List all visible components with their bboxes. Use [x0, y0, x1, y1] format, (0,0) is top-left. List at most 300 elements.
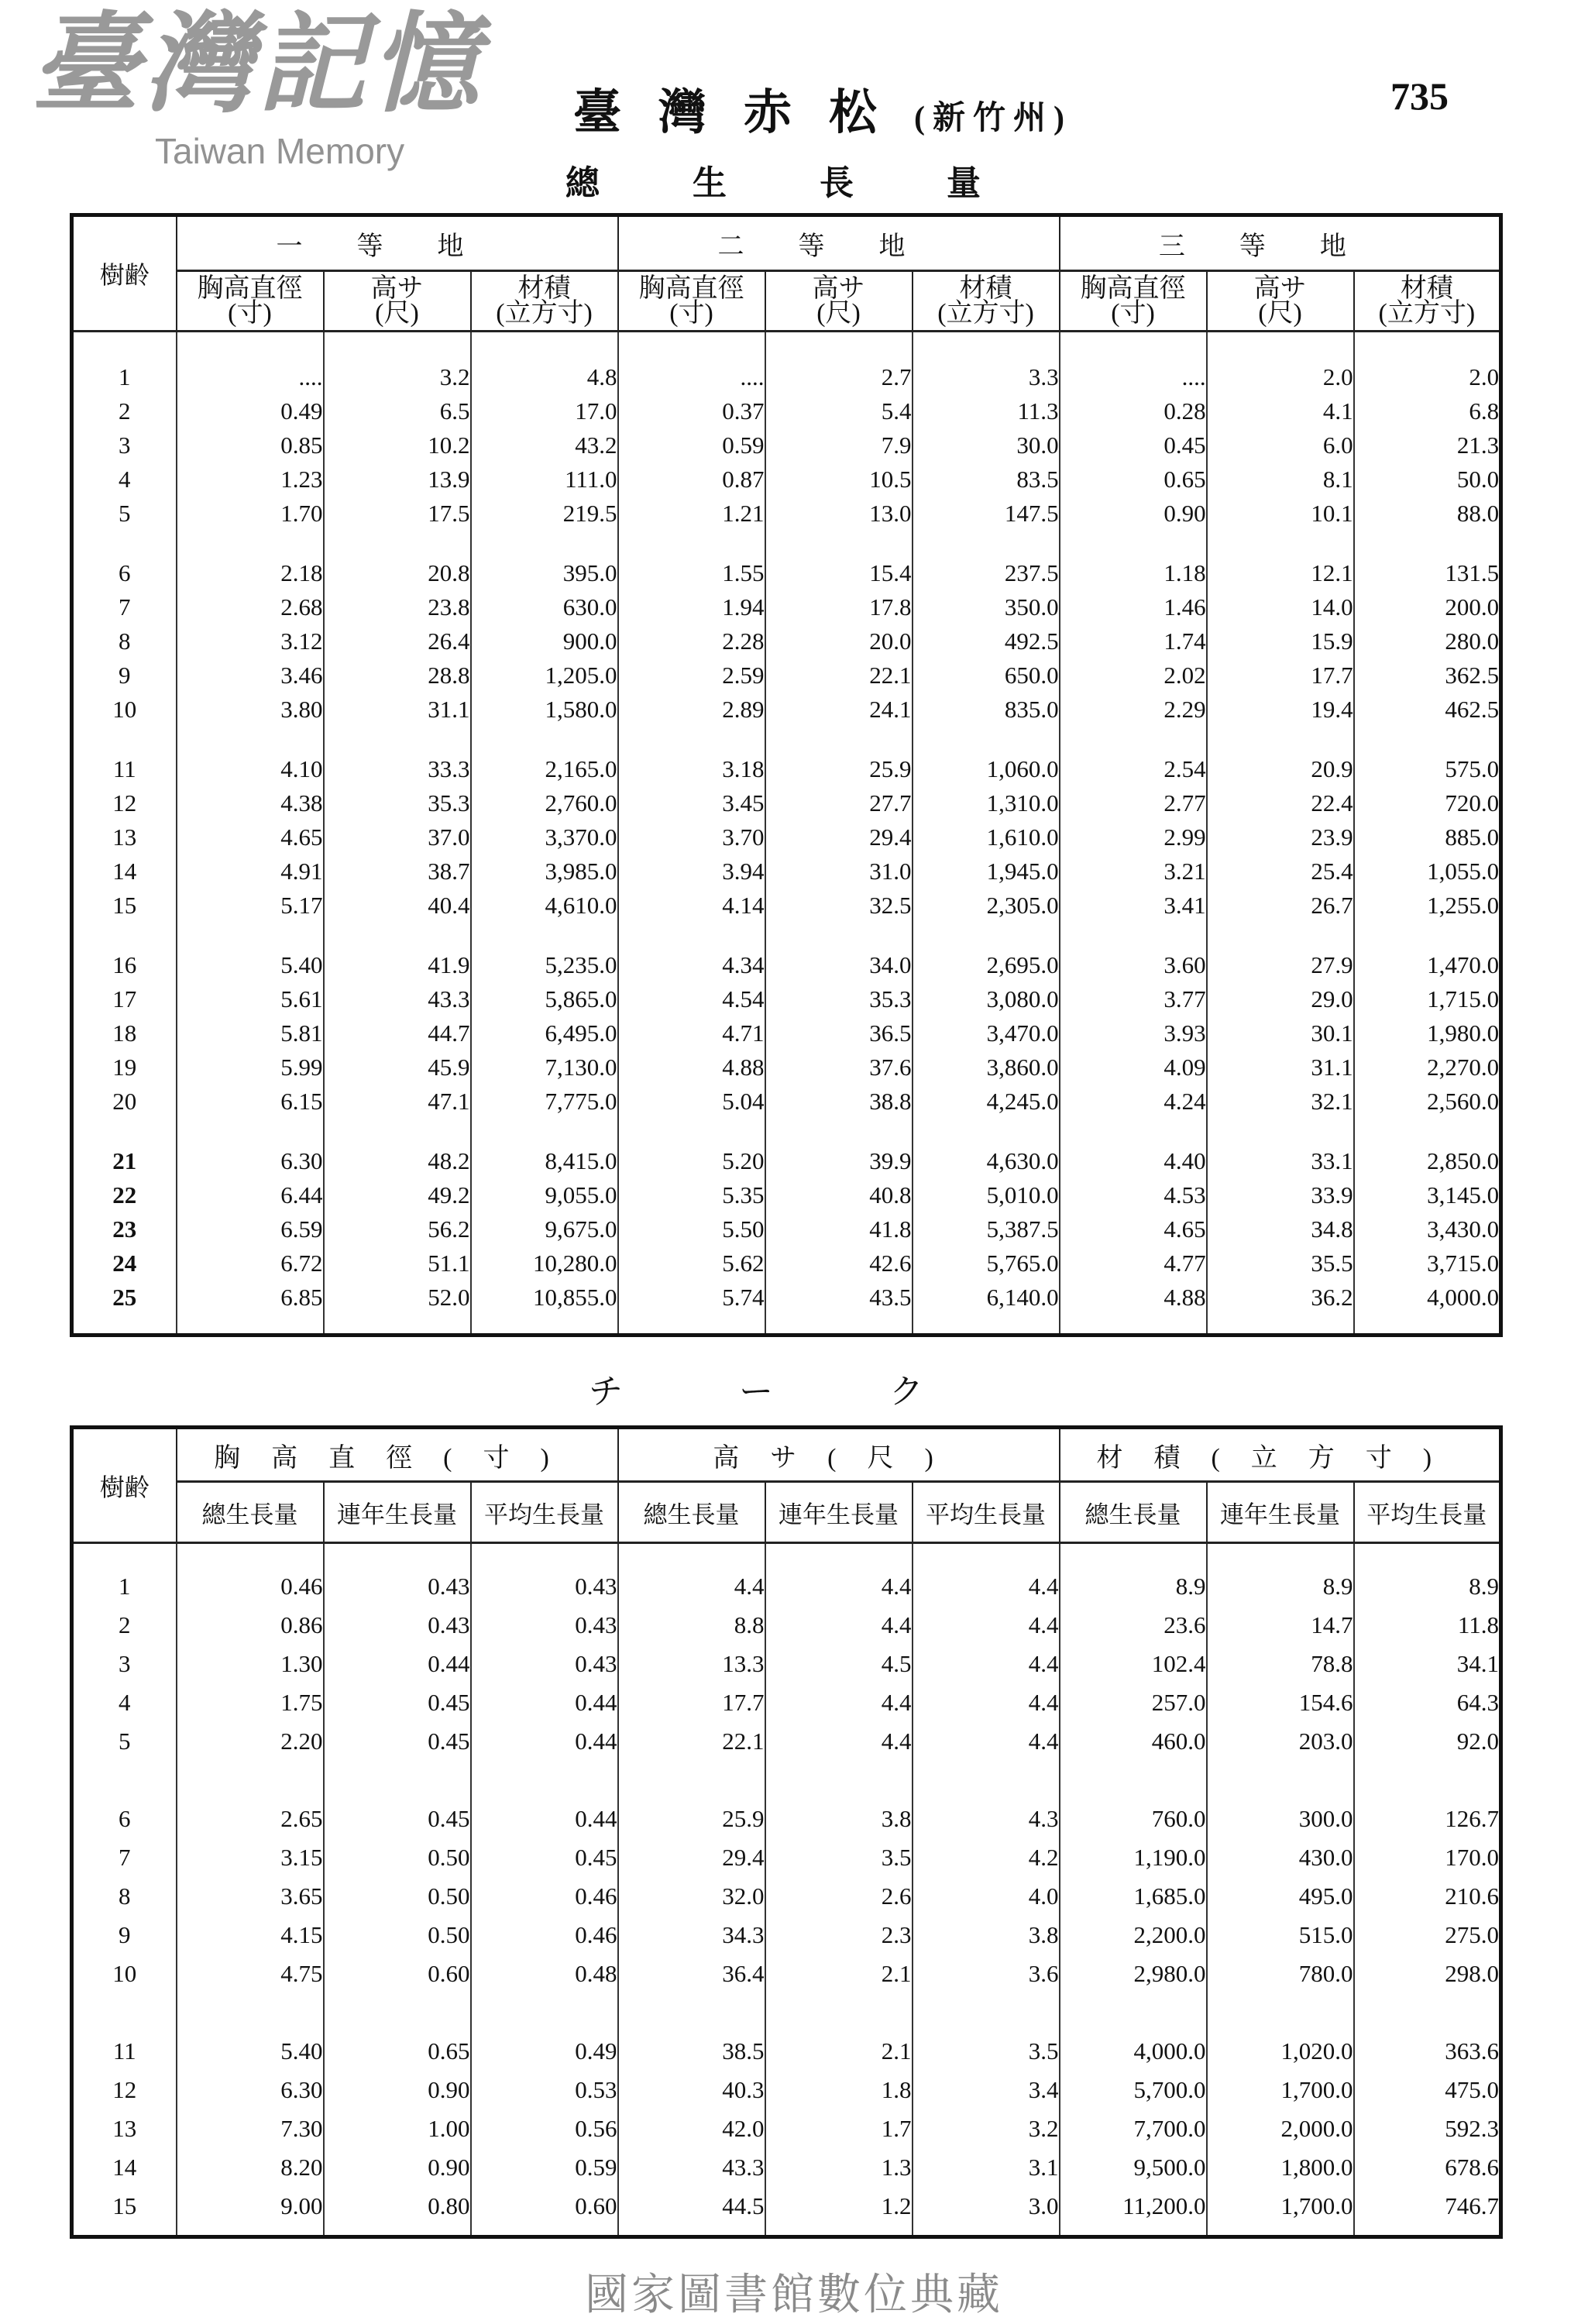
spacer-cell	[324, 1119, 471, 1144]
value-cell: 300.0	[1207, 1800, 1354, 1838]
spacer-cell	[471, 1315, 618, 1336]
value-cell: 17.7	[618, 1683, 765, 1722]
value-cell: 1.21	[618, 497, 765, 531]
value-cell: 29.4	[618, 1838, 765, 1877]
value-cell: 36.2	[1207, 1281, 1354, 1315]
value-cell: 45.9	[324, 1050, 471, 1085]
value-cell: 37.0	[324, 820, 471, 854]
column-header: 平均生長量	[471, 1482, 618, 1543]
table-row	[72, 1016, 1501, 1050]
value-cell: 0.43	[471, 1567, 618, 1606]
spacer-row	[72, 1543, 1501, 1568]
table-row	[72, 1916, 1501, 1954]
column-header	[1207, 271, 1354, 332]
column-header-name: 高サ	[370, 273, 424, 303]
value-cell: 5,765.0	[913, 1246, 1060, 1281]
column-header: 總生長量	[177, 1482, 324, 1543]
spacer-cell	[324, 727, 471, 752]
value-cell: 23.8	[324, 590, 471, 624]
value-cell: 4,245.0	[913, 1085, 1060, 1119]
spacer-cell	[1207, 1119, 1354, 1144]
value-cell: 1.94	[618, 590, 765, 624]
spacer-cell	[765, 727, 913, 752]
table-row	[72, 1954, 1501, 1993]
table-row	[72, 786, 1501, 820]
value-cell: 5.40	[177, 2032, 324, 2071]
value-cell: 4.4	[913, 1567, 1060, 1606]
value-cell: 4.14	[618, 889, 765, 923]
value-cell: 0.48	[471, 1954, 618, 1993]
spacer-cell	[72, 923, 177, 948]
value-cell: 4.65	[1060, 1212, 1207, 1246]
table-row	[72, 1050, 1501, 1085]
value-cell: 8.9	[1354, 1567, 1501, 1606]
value-cell: 50.0	[1354, 462, 1501, 497]
table-row	[72, 556, 1501, 590]
value-cell: 0.45	[1060, 428, 1207, 462]
value-cell: 10,855.0	[471, 1281, 618, 1315]
spacer-cell	[1207, 1761, 1354, 1800]
value-cell: 4.4	[765, 1722, 913, 1761]
spacer-cell	[471, 531, 618, 556]
value-cell: 4.75	[177, 1954, 324, 1993]
column-header	[1060, 271, 1207, 332]
age-cell: 11	[112, 755, 136, 782]
value-cell: ....	[1060, 360, 1207, 394]
value-cell: 15.4	[765, 556, 913, 590]
value-cell: 38.8	[765, 1085, 913, 1119]
value-cell: 746.7	[1354, 2187, 1501, 2226]
table-row	[72, 1683, 1501, 1722]
value-cell: 0.65	[1060, 462, 1207, 497]
value-cell: 1,700.0	[1207, 2071, 1354, 2109]
spacer-row	[72, 2226, 1501, 2237]
value-cell: 1,945.0	[913, 854, 1060, 889]
value-cell: 38.5	[618, 2032, 765, 2071]
spacer-row	[72, 727, 1501, 752]
value-cell: 1,255.0	[1354, 889, 1501, 923]
title-region: (新竹州)	[914, 101, 1072, 136]
column-header: 總生長量	[1060, 1482, 1207, 1543]
spacer-cell	[72, 1315, 177, 1336]
value-cell: 4.8	[471, 360, 618, 394]
value-cell: 2,200.0	[1060, 1916, 1207, 1954]
spacer-cell	[324, 1315, 471, 1336]
value-cell: 2,270.0	[1354, 1050, 1501, 1085]
value-cell: 4.4	[913, 1606, 1060, 1645]
age-cell: 1	[119, 1573, 131, 1600]
column-header-name: 高サ	[1253, 273, 1307, 303]
spacer-cell	[618, 1119, 765, 1144]
value-cell: 17.0	[471, 394, 618, 428]
value-cell: 1.7	[765, 2109, 913, 2148]
table-row	[72, 1246, 1501, 1281]
value-cell: 495.0	[1207, 1877, 1354, 1916]
age-cell: 16	[112, 951, 137, 978]
spacer-cell	[1354, 531, 1501, 556]
spacer-cell	[177, 727, 324, 752]
value-cell: 4.4	[913, 1683, 1060, 1722]
spacer-cell	[324, 332, 471, 361]
value-cell: 6.44	[177, 1178, 324, 1212]
value-cell: 1,205.0	[471, 658, 618, 693]
group-header-volume: 材積(立方寸)	[1060, 1428, 1501, 1482]
value-cell: 4.15	[177, 1916, 324, 1954]
value-cell: 4.4	[765, 1606, 913, 1645]
table-row	[72, 1645, 1501, 1683]
value-cell: 2.89	[618, 693, 765, 727]
spacer-cell	[1207, 923, 1354, 948]
value-cell: 1,470.0	[1354, 948, 1501, 982]
value-cell: 2.59	[618, 658, 765, 693]
value-cell: 0.86	[177, 1606, 324, 1645]
age-cell: 4	[119, 1689, 131, 1716]
spacer-cell	[177, 2226, 324, 2237]
value-cell: 720.0	[1354, 786, 1501, 820]
value-cell: 3.45	[618, 786, 765, 820]
spacer-cell	[618, 2226, 765, 2237]
value-cell: 2,850.0	[1354, 1144, 1501, 1178]
value-cell: 40.3	[618, 2071, 765, 2109]
column-header	[765, 271, 913, 332]
column-header	[618, 271, 765, 332]
value-cell: 1,310.0	[913, 786, 1060, 820]
column-header-name: 胸高直徑	[197, 273, 303, 303]
value-cell: 0.45	[324, 1722, 471, 1761]
table-row	[72, 693, 1501, 727]
value-cell: 4.77	[1060, 1246, 1207, 1281]
spacer-cell	[1354, 727, 1501, 752]
value-cell: 3.3	[913, 360, 1060, 394]
value-cell: 41.9	[324, 948, 471, 982]
value-cell: 8.20	[177, 2148, 324, 2187]
value-cell: 13.0	[765, 497, 913, 531]
spacer-cell	[765, 1543, 913, 1568]
value-cell: 20.8	[324, 556, 471, 590]
spacer-cell	[72, 1119, 177, 1144]
value-cell: 1.70	[177, 497, 324, 531]
spacer-cell	[913, 2226, 1060, 2237]
value-cell: 43.2	[471, 428, 618, 462]
value-cell: 362.5	[1354, 658, 1501, 693]
value-cell: 92.0	[1354, 1722, 1501, 1761]
value-cell: 10,280.0	[471, 1246, 618, 1281]
spacer-cell	[913, 727, 1060, 752]
value-cell: 3,985.0	[471, 854, 618, 889]
spacer-cell	[1207, 727, 1354, 752]
value-cell: 0.44	[324, 1645, 471, 1683]
spacer-cell	[618, 923, 765, 948]
column-header-unit: (寸)	[669, 298, 713, 328]
value-cell: 22.1	[765, 658, 913, 693]
value-cell: 2.29	[1060, 693, 1207, 727]
section-title-total-growth: 總生長量	[565, 164, 1074, 202]
value-cell: 1.46	[1060, 590, 1207, 624]
value-cell: 7,130.0	[471, 1050, 618, 1085]
value-cell: 0.37	[618, 394, 765, 428]
value-cell: 3.70	[618, 820, 765, 854]
age-cell: 3	[119, 1650, 131, 1677]
column-header	[913, 271, 1060, 332]
value-cell: 4.0	[913, 1877, 1060, 1916]
value-cell: 31.1	[1207, 1050, 1354, 1085]
table-row	[72, 948, 1501, 982]
value-cell: 36.5	[765, 1016, 913, 1050]
age-cell: 10	[112, 696, 137, 723]
value-cell: 4.38	[177, 786, 324, 820]
value-cell: 3,080.0	[913, 982, 1060, 1016]
value-cell: 3.5	[765, 1838, 913, 1877]
age-header: 樹齢	[72, 215, 177, 332]
value-cell: 0.59	[471, 2148, 618, 2187]
value-cell: 3.12	[177, 624, 324, 658]
value-cell: 363.6	[1354, 2032, 1501, 2071]
value-cell: 5.50	[618, 1212, 765, 1246]
value-cell: 2,760.0	[471, 786, 618, 820]
value-cell: 2.28	[618, 624, 765, 658]
value-cell: 0.43	[324, 1606, 471, 1645]
value-cell: 4.4	[765, 1567, 913, 1606]
table-row	[72, 1567, 1501, 1606]
value-cell: 33.1	[1207, 1144, 1354, 1178]
spacer-cell	[72, 1761, 177, 1800]
spacer-cell	[1060, 1119, 1207, 1144]
value-cell: 3.6	[913, 1954, 1060, 1993]
value-cell: 395.0	[471, 556, 618, 590]
spacer-cell	[1354, 1761, 1501, 1800]
value-cell: 0.90	[1060, 497, 1207, 531]
section-title-teak: チーク	[589, 1373, 1040, 1411]
value-cell: 6.8	[1354, 394, 1501, 428]
value-cell: 0.53	[471, 2071, 618, 2109]
age-cell: 6	[119, 1805, 131, 1832]
column-header: 連年生長量	[1207, 1482, 1354, 1543]
value-cell: 11,200.0	[1060, 2187, 1207, 2226]
age-cell: 13	[112, 823, 137, 851]
value-cell: 1.18	[1060, 556, 1207, 590]
value-cell: 6.5	[324, 394, 471, 428]
age-cell: 9	[119, 1921, 131, 1948]
spacer-cell	[618, 531, 765, 556]
value-cell: 237.5	[913, 556, 1060, 590]
table-row	[72, 394, 1501, 428]
column-header-name: 材積	[517, 273, 571, 303]
column-header-unit: (寸)	[228, 298, 272, 328]
value-cell: 4.88	[1060, 1281, 1207, 1315]
value-cell: 0.65	[324, 2032, 471, 2071]
spacer-cell	[177, 923, 324, 948]
value-cell: 3.4	[913, 2071, 1060, 2109]
value-cell: 4.65	[177, 820, 324, 854]
value-cell: 23.6	[1060, 1606, 1207, 1645]
spacer-cell	[471, 2226, 618, 2237]
group-header-height: 高サ(尺)	[618, 1428, 1060, 1482]
spacer-cell	[1354, 1315, 1501, 1336]
value-cell: 6.30	[177, 2071, 324, 2109]
value-cell: 27.9	[1207, 948, 1354, 982]
table-row	[72, 820, 1501, 854]
value-cell: 0.44	[471, 1800, 618, 1838]
spacer-cell	[1207, 332, 1354, 361]
age-cell: 4	[119, 466, 131, 493]
value-cell: 17.8	[765, 590, 913, 624]
value-cell: 3.41	[1060, 889, 1207, 923]
value-cell: 3,145.0	[1354, 1178, 1501, 1212]
spacer-cell	[1207, 531, 1354, 556]
spacer-cell	[324, 1543, 471, 1568]
age-cell: 5	[119, 500, 131, 527]
value-cell: 5.99	[177, 1050, 324, 1085]
spacer-cell	[765, 1993, 913, 2032]
value-cell: 3.80	[177, 693, 324, 727]
value-cell: 44.7	[324, 1016, 471, 1050]
value-cell: 52.0	[324, 1281, 471, 1315]
value-cell: 5.4	[765, 394, 913, 428]
value-cell: 780.0	[1207, 1954, 1354, 1993]
age-cell: 21	[112, 1147, 137, 1174]
value-cell: 28.8	[324, 658, 471, 693]
table-row	[72, 1178, 1501, 1212]
value-cell: ....	[177, 360, 324, 394]
spacer-cell	[913, 531, 1060, 556]
value-cell: 5.35	[618, 1178, 765, 1212]
value-cell: 5.17	[177, 889, 324, 923]
value-cell: 78.8	[1207, 1645, 1354, 1683]
value-cell: 1.3	[765, 2148, 913, 2187]
value-cell: 492.5	[913, 624, 1060, 658]
value-cell: 32.0	[618, 1877, 765, 1916]
value-cell: 3,470.0	[913, 1016, 1060, 1050]
value-cell: 3.60	[1060, 948, 1207, 982]
column-header-unit: (尺)	[1258, 298, 1302, 328]
spacer-cell	[471, 1993, 618, 2032]
table-row	[72, 752, 1501, 786]
value-cell: 10.5	[765, 462, 913, 497]
value-cell: 24.1	[765, 693, 913, 727]
value-cell: 32.1	[1207, 1085, 1354, 1119]
spacer-cell	[177, 1315, 324, 1336]
spacer-cell	[1060, 1315, 1207, 1336]
spacer-cell	[177, 1543, 324, 1568]
spacer-cell	[324, 1761, 471, 1800]
spacer-cell	[324, 1993, 471, 2032]
value-cell: 5.74	[618, 1281, 765, 1315]
value-cell: 4.4	[913, 1722, 1060, 1761]
spacer-cell	[1354, 2226, 1501, 2237]
value-cell: 475.0	[1354, 2071, 1501, 2109]
value-cell: 430.0	[1207, 1838, 1354, 1877]
value-cell: 2.0	[1354, 360, 1501, 394]
value-cell: 200.0	[1354, 590, 1501, 624]
column-header	[324, 271, 471, 332]
value-cell: 25.4	[1207, 854, 1354, 889]
age-cell: 8	[119, 627, 131, 655]
spacer-cell	[765, 2226, 913, 2237]
value-cell: 2.0	[1207, 360, 1354, 394]
table-row	[72, 1722, 1501, 1761]
value-cell: 350.0	[913, 590, 1060, 624]
value-cell: 0.60	[324, 1954, 471, 1993]
value-cell: 4,000.0	[1060, 2032, 1207, 2071]
value-cell: 203.0	[1207, 1722, 1354, 1761]
page-number: 735	[1390, 74, 1449, 118]
table-row	[72, 982, 1501, 1016]
value-cell: 25.9	[618, 1800, 765, 1838]
value-cell: 131.5	[1354, 556, 1501, 590]
value-cell: 4.1	[1207, 394, 1354, 428]
title-text: 臺灣赤松	[573, 87, 915, 139]
value-cell: 43.5	[765, 1281, 913, 1315]
value-cell: 3.46	[177, 658, 324, 693]
age-cell: 22	[112, 1181, 137, 1208]
value-cell: 5.20	[618, 1144, 765, 1178]
value-cell: 111.0	[471, 462, 618, 497]
value-cell: 5.04	[618, 1085, 765, 1119]
spacer-cell	[1207, 1993, 1354, 2032]
value-cell: 6.59	[177, 1212, 324, 1246]
spacer-row	[72, 531, 1501, 556]
age-cell: 15	[112, 2192, 137, 2219]
value-cell: 5.62	[618, 1246, 765, 1281]
value-cell: 2,000.0	[1207, 2109, 1354, 2148]
value-cell: 5,235.0	[471, 948, 618, 982]
age-cell: 13	[112, 2115, 137, 2142]
value-cell: 40.8	[765, 1178, 913, 1212]
spacer-cell	[471, 923, 618, 948]
value-cell: 4.34	[618, 948, 765, 982]
value-cell: 8,415.0	[471, 1144, 618, 1178]
age-cell: 25	[112, 1284, 137, 1311]
value-cell: 4,000.0	[1354, 1281, 1501, 1315]
value-cell: 1,055.0	[1354, 854, 1501, 889]
age-cell: 14	[112, 858, 137, 885]
value-cell: 34.0	[765, 948, 913, 982]
spacer-cell	[1060, 727, 1207, 752]
value-cell: 6.30	[177, 1144, 324, 1178]
value-cell: 6.15	[177, 1085, 324, 1119]
value-cell: 35.3	[324, 786, 471, 820]
age-cell: 12	[112, 789, 137, 816]
value-cell: 22.1	[618, 1722, 765, 1761]
age-cell: 10	[112, 1960, 137, 1987]
spacer-cell	[1060, 1543, 1207, 1568]
spacer-cell	[471, 1119, 618, 1144]
value-cell: 9.00	[177, 2187, 324, 2226]
value-cell: 1.2	[765, 2187, 913, 2226]
value-cell: 592.3	[1354, 2109, 1501, 2148]
spacer-cell	[618, 332, 765, 361]
spacer-cell	[1060, 1761, 1207, 1800]
age-cell: 24	[112, 1250, 137, 1277]
age-cell: 2	[119, 1611, 131, 1638]
spacer-cell	[1060, 531, 1207, 556]
value-cell: 8.8	[618, 1606, 765, 1645]
table-row	[72, 2148, 1501, 2187]
age-cell: 20	[112, 1088, 137, 1115]
spacer-cell	[471, 727, 618, 752]
table-row	[72, 497, 1501, 531]
value-cell: 31.1	[324, 693, 471, 727]
spacer-cell	[72, 1543, 177, 1568]
group-header-grade3: 三等地	[1060, 215, 1501, 271]
value-cell: 34.3	[618, 1916, 765, 1954]
value-cell: 0.45	[324, 1683, 471, 1722]
value-cell: 2,980.0	[1060, 1954, 1207, 1993]
table-row	[72, 2187, 1501, 2226]
spacer-cell	[913, 1543, 1060, 1568]
column-header: 總生長量	[618, 1482, 765, 1543]
value-cell: 13.3	[618, 1645, 765, 1683]
